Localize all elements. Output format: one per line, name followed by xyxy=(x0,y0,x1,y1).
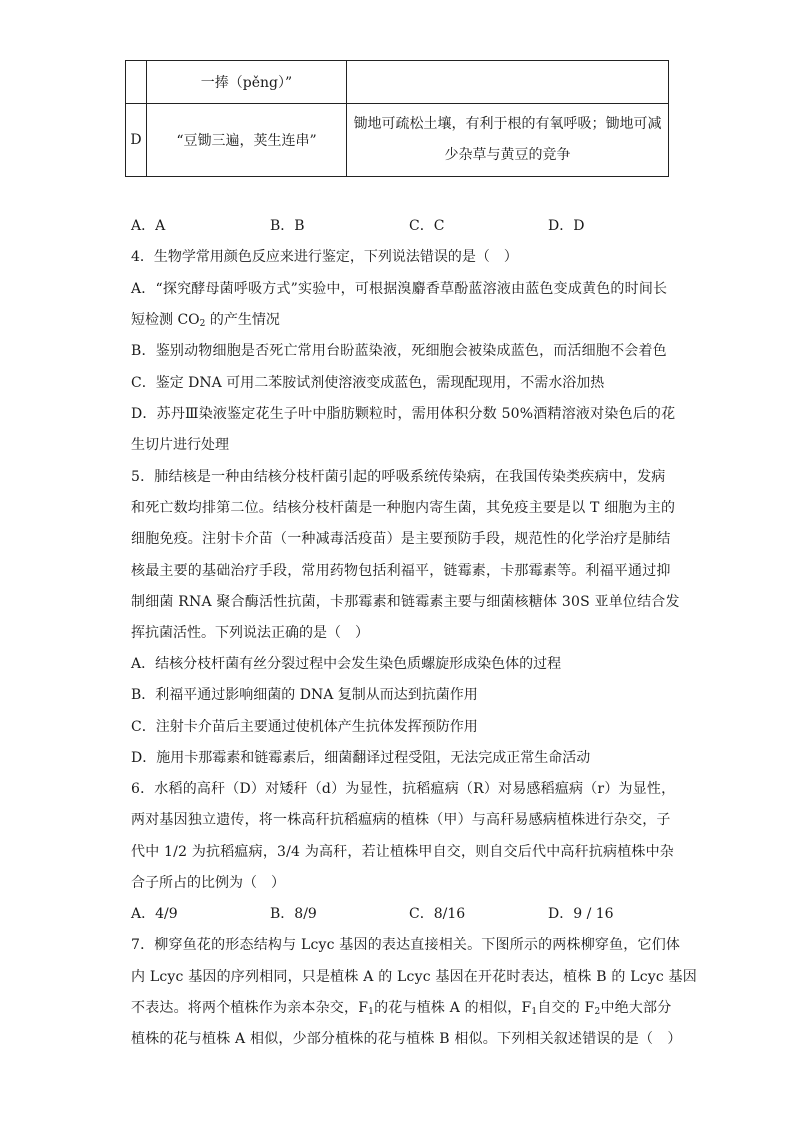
q5-option-b: B．利福平通过影响细菌的 DNA 复制从而达到抗菌作用 xyxy=(131,687,478,703)
q5-stem-line: 5．肺结核是一种由结核分枝杆菌引起的呼吸系统传染病，在我国传染类疾病中，发病 xyxy=(131,469,666,485)
q5-option-c: C．注射卡介苗后主要通过使机体产生抗体发挥预防作用 xyxy=(131,719,478,735)
explanation-line: 锄地可疏松土壤，有利于根的有氧呼吸；锄地可减 xyxy=(353,116,662,132)
q4-option-b: B．鉴别动物细胞是否死亡常用台盼蓝染液，死细胞会被染成蓝色，而活细胞不会着色 xyxy=(131,343,667,359)
q5-stem-line: 制细菌 RNA 聚合酶活性抗菌，卡那霉素和链霉素主要与细菌核糖体 30S 亚单位结合发 xyxy=(131,594,680,610)
q6-stem-line: 两对基因独立遗传，将一株高秆抗稻瘟病的植株（甲）与高秆易感病植株进行杂交，子 xyxy=(131,812,671,828)
q5-option-d: D．施用卡那霉素和链霉素后，细菌翻译过程受阻，无法完成正常生命活动 xyxy=(131,750,591,766)
q4-option-d-cont: 生切片进行处理 xyxy=(131,437,229,453)
table-cell-explanation xyxy=(347,61,669,104)
q4-option-d: D．苏丹Ⅲ染液鉴定花生子叶中脂肪颗粒时，需用体积分数 50%酒精溶液对染色后的花 xyxy=(131,406,676,422)
q5-stem-line: 挥抗菌活性。下列说法正确的是（ ） xyxy=(131,625,369,641)
q5-stem-line: 细胞免疫。注射卡介苗（一种减毒活疫苗）是主要预防手段，规范性的化学治疗是肺结 xyxy=(131,531,671,547)
q6-stem-line: 代中 1/2 为抗稻瘟病，3/4 为高秆，若让植株甲自交，则自交后代中高秆抗病植株中杂 xyxy=(131,844,675,860)
q4-stem: 4．生物学常用颜色反应来进行鉴定，下列说法错误的是（ ） xyxy=(131,249,518,265)
q4-option-a: A．“探究酵母菌呼吸方式”实验中，可根据溴麝香草酚蓝溶液由蓝色变成黄色的时间长 xyxy=(131,281,668,297)
q7-stem-line: 植株的花与植株 A 相似，少部分植株的花与植株 B 相似。下列相关叙述错误的是（ ） xyxy=(131,1031,682,1047)
q6-stem-line: 合子所占的比例为（ ） xyxy=(131,875,285,891)
table-cell-key: D xyxy=(126,104,147,177)
option-b: B．8/9 xyxy=(270,906,317,922)
q7-stem-line: 不表达。将两个植株作为亲本杂交，$F_1$的花与植株 A 的相似，$F_1$自交的 $F_2$中绝大部分 xyxy=(131,1000,672,1017)
option-c: C．C xyxy=(409,218,445,234)
table-row xyxy=(126,61,669,104)
option-a: A．A xyxy=(131,218,166,234)
q5-stem-line: 核最主要的基础治疗手段，常用药物包括利福平，链霉素，卡那霉素等。利福平通过抑 xyxy=(131,563,671,579)
option-a: A．4/9 xyxy=(131,906,178,922)
table-row xyxy=(126,104,669,177)
q7-stem-line: 7．柳穿鱼花的形态结构与 Lcyc 基因的表达直接相关。下图所示的两株柳穿鱼，它们体 xyxy=(131,937,681,953)
q6-stem-line: 6．水稻的高秆（D）对矮秆（d）为显性，抗稻瘟病（R）对易感稻瘟病（r）为显性， xyxy=(131,781,676,797)
table-cell-key xyxy=(126,61,147,104)
option-b: B．B xyxy=(270,218,305,234)
table-cell-item: 一捧（pěng）” xyxy=(147,61,347,104)
table-cell-explanation xyxy=(347,104,669,177)
answer-table xyxy=(125,60,669,177)
q4-option-a-cont: 短检测 $CO_2$ 的产生情况 xyxy=(131,312,280,329)
q6-options xyxy=(131,903,687,923)
explanation-line: 少杂草与黄豆的竞争 xyxy=(444,147,571,163)
option-c: C．8/16 xyxy=(409,906,466,922)
table-cell-item: “豆锄三遍，荚生连串” xyxy=(147,104,347,177)
q3-options xyxy=(131,215,687,235)
q4-option-c: C．鉴定 DNA 可用二苯胺试剂使溶液变成蓝色，需现配现用，不需水浴加热 xyxy=(131,375,605,391)
q5-option-a: A．结核分枝杆菌有丝分裂过程中会发生染色质螺旋形成染色体的过程 xyxy=(131,656,562,672)
option-d: D．9 / 16 xyxy=(548,906,614,922)
option-d: D．D xyxy=(548,218,585,234)
q7-stem-line: 内 Lcyc 基因的序列相同，只是植株 A 的 Lcyc 基因在开花时表达，植株 B 的 Lcyc 基因 xyxy=(131,969,697,985)
q5-stem-line: 和死亡数均排第二位。结核分枝杆菌是一种胞内寄生菌，其免疫主要是以 T 细胞为主的 xyxy=(131,500,676,516)
